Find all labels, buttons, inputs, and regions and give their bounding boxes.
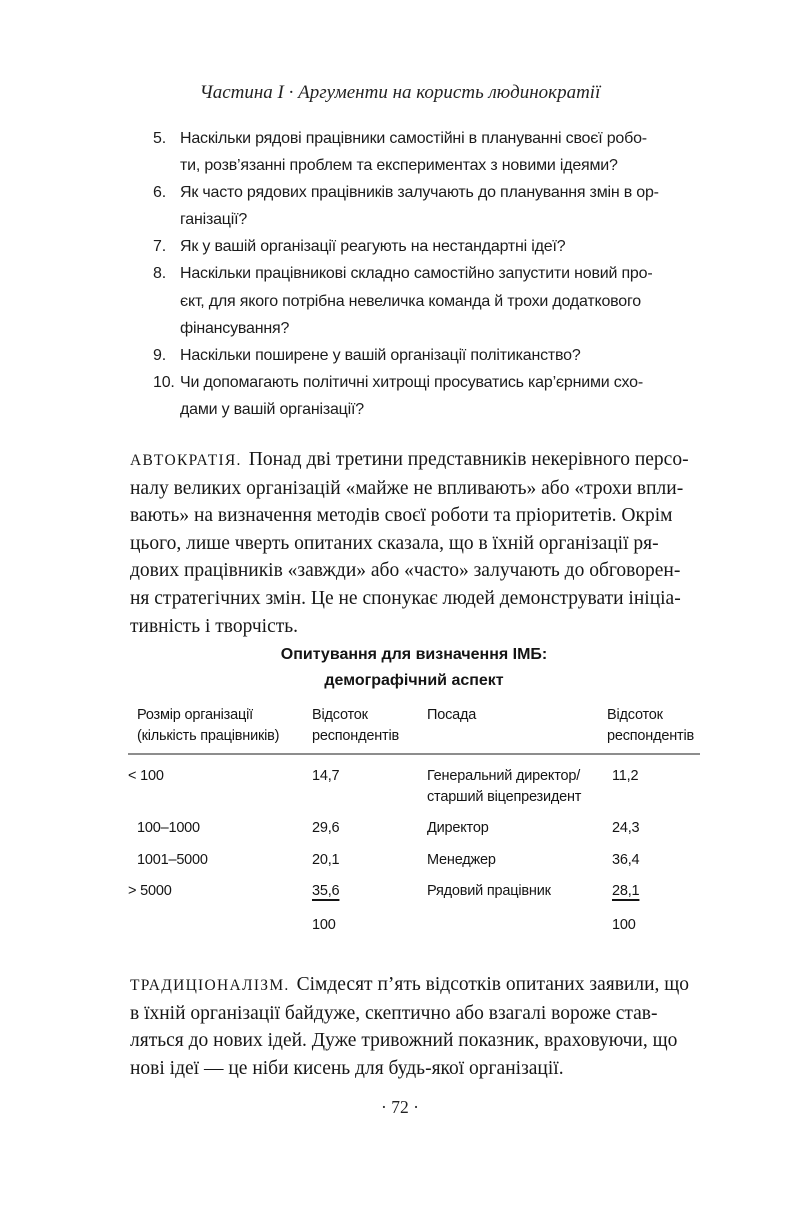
- table-row: [128, 766, 700, 807]
- position-cell: Генеральний директор/ старший віцепрезидент: [427, 768, 582, 805]
- item-text: [180, 369, 705, 423]
- text-line: налу великих організацій «майже не впливають» або «трохи впли-: [130, 477, 684, 499]
- text-line: фінансування?: [180, 319, 290, 337]
- text-line: Як часто рядових працівників залучають до планування змін в ор-: [180, 184, 659, 202]
- total-cell: 100: [612, 916, 636, 933]
- item-number: 8.: [153, 265, 166, 283]
- text-line: ляться до нових ідей. Дуже тривожний показник, враховуючи, що: [130, 1030, 678, 1052]
- underlined-value: 35,6: [312, 883, 340, 899]
- table-row: [128, 881, 700, 902]
- percent-cell: 29,6: [312, 820, 340, 836]
- text-line: Наскільки поширене у вашій організації політиканство?: [180, 346, 581, 364]
- text-span: Понад дві третини представників некерівного персо-: [248, 449, 689, 470]
- table-rule: [128, 753, 700, 755]
- table-title-line1: Опитування для визначення ІМБ:: [280, 646, 548, 663]
- text-line: дових працівників «завжди» або «часто» залучають до обговорен-: [130, 560, 681, 582]
- text-line: Наскільки рядові працівники самостійні в плануванні своєї робо-: [180, 130, 647, 147]
- column-header: Розмір організації (кількість працівників): [137, 707, 280, 744]
- text-line: дами у вашій організації?: [180, 400, 364, 418]
- position-cell: Рядовий працівник: [427, 883, 551, 899]
- text-line: в їхній організації байдуже, скептично або взагалі вороже став-: [130, 1002, 658, 1024]
- paragraph-autocracy: [130, 446, 705, 640]
- text-line: Чи допомагають політичні хитрощі просуватись кар’єрними схо-: [180, 373, 643, 391]
- org-size-cell: > 5000: [128, 883, 172, 899]
- text-line: ти, розв’язанні проблем та експериментах з новими ідеями?: [180, 157, 618, 175]
- column-header: Посада: [427, 707, 477, 723]
- table-totals-row: [128, 915, 700, 936]
- org-size-cell: < 100: [128, 768, 164, 784]
- text-line: тивність і творчість.: [130, 615, 299, 637]
- position-cell: Менеджер: [427, 851, 496, 868]
- item-text: [180, 233, 565, 260]
- text-line: вають» на визначення методів своєї роботи та пріоритетів. Окрім: [130, 505, 673, 527]
- percent-cell: 14,7: [312, 768, 340, 784]
- running-head: Частина I · Аргументи на користь людинократії: [199, 82, 601, 103]
- item-text: [180, 125, 705, 179]
- percent-cell: [307, 881, 427, 902]
- percent-cell: 20,1: [312, 851, 340, 868]
- percent-cell: [605, 881, 700, 902]
- org-size-cell: 1001–5000: [137, 851, 208, 868]
- table-row: [128, 850, 700, 871]
- item-text: [180, 342, 581, 369]
- paragraph-traditionalism: [130, 971, 705, 1082]
- text-line: єкт, для якого потрібна невеличка команда й трохи додаткового: [180, 292, 641, 310]
- list-item: [130, 125, 705, 179]
- item-number: 9.: [153, 346, 166, 364]
- text-line: ганізації?: [180, 211, 248, 229]
- position-cell: Директор: [427, 820, 489, 836]
- list-item: [130, 369, 705, 423]
- column-header: Відсоток респондентів: [312, 707, 400, 744]
- list-item: [130, 179, 705, 233]
- table-header-row: [128, 705, 700, 746]
- text-line: [130, 446, 705, 475]
- list-item: [130, 233, 705, 260]
- text-line: нові ідеї — це ніби кисень для будь-якої організації.: [130, 1057, 564, 1079]
- item-number: 6.: [153, 184, 166, 202]
- paragraph-lead: ТРАДИЦІОНАЛІЗМ.: [130, 977, 290, 994]
- percent-cell: 36,4: [612, 851, 640, 868]
- text-line: [130, 971, 705, 1000]
- item-number: 10.: [153, 373, 175, 391]
- paragraph-lead: АВТОКРАТІЯ.: [130, 452, 242, 469]
- text-line: Наскільки працівникові складно самостійно запустити новий про-: [180, 265, 653, 283]
- page-number: · 72 ·: [381, 1097, 419, 1117]
- item-number: 7.: [153, 238, 166, 256]
- org-size-cell: 100–1000: [137, 820, 200, 836]
- percent-cell: 11,2: [612, 768, 639, 784]
- underlined-value: 28,1: [612, 883, 640, 899]
- table-row: [128, 818, 700, 839]
- table-title-line2: демографічний аспект: [324, 672, 504, 689]
- item-number: 5.: [153, 130, 166, 147]
- survey-table: [128, 642, 700, 935]
- question-list: [130, 125, 705, 423]
- text-line: ня стратегічних змін. Це не спонукає людей демонструвати ініціа-: [130, 587, 681, 609]
- text-span: Сімдесят п’ять відсотків опитаних заявили, що: [296, 974, 690, 995]
- list-item: [130, 342, 705, 369]
- text-line: Як у вашій організації реагують на нестандартні ідеї?: [180, 238, 566, 256]
- list-item: [130, 260, 705, 341]
- total-cell: 100: [312, 916, 336, 933]
- table-title: [128, 642, 700, 694]
- percent-cell: 24,3: [612, 820, 640, 836]
- column-header: Відсоток респондентів: [607, 707, 695, 744]
- item-text: [180, 260, 705, 341]
- text-line: цього, лише чверть опитаних сказала, що в їхній організації ря-: [130, 532, 659, 554]
- item-text: [180, 179, 705, 233]
